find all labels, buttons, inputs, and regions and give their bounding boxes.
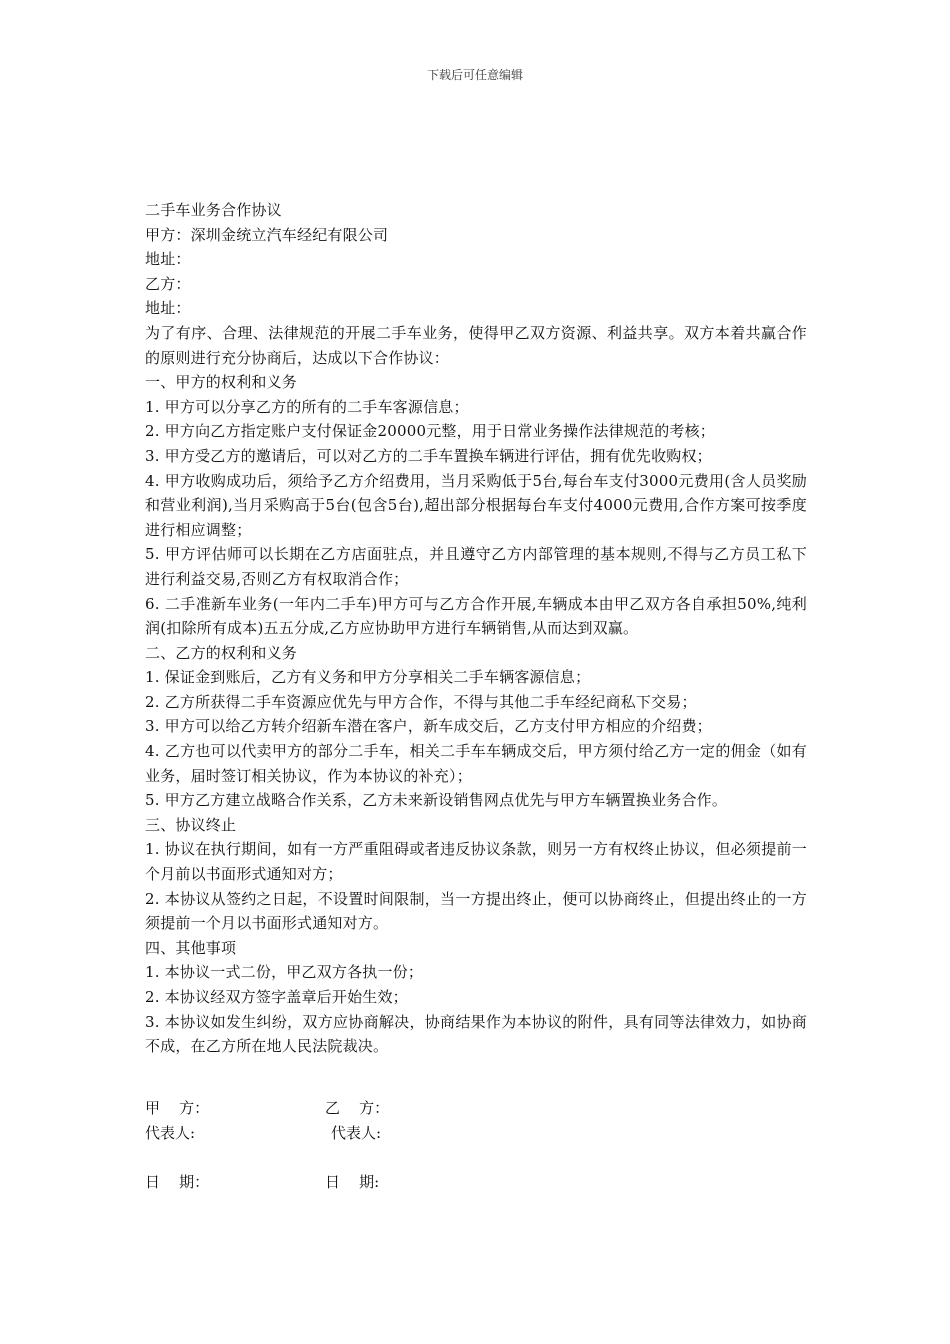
party-b-date-label: 日 期: [325,1173,380,1191]
clause-item: 4. 乙方也可以代卖甲方的部分二手车，相关二手车车辆成交后，甲方须付给乙方一定的佣金（如有业务，届时签订相关协议，作为本协议的补充）； [145,742,807,785]
clause-item: 1. 保证金到账后，乙方有义务和甲方分享相关二手车辆客源信息； [145,668,591,687]
party-b-signature-label: 乙 方： [325,1099,390,1117]
party-b-address: 地址： [145,299,191,318]
party-a-representative-label: 代表人: [145,1124,196,1142]
clause-item: 3. 甲方受乙方的邀请后，可以对乙方的二手车置换车辆进行评估，拥有优先收购权； [145,446,712,465]
party-a-line: 甲方：深圳金统立汽车经纪有限公司 [145,225,389,244]
section-heading: 一、甲方的权利和义务 [145,373,298,392]
section-heading: 二、乙方的权利和义务 [145,643,298,662]
clause-item: 1. 本协议一式二份，甲乙双方各执一份； [145,963,424,982]
page-header-note: 下载后可任意编辑 [426,68,523,82]
clause-item: 5. 甲方乙方建立战略合作关系，乙方未来新设销售网点优先与甲方车辆置换业务合作。 [145,791,728,810]
clause-item: 3. 本协议如发生纠纷，双方应协商解决，协商结果作为本协议的附件，具有同等法律效力，如协商不成，在乙方所在地人民法院裁决。 [145,1012,807,1056]
clause-item: 2. 乙方所获得二手车资源应优先与甲方合作，不得与其他二手车经纪商私下交易； [145,692,697,711]
party-b-representative-label: 代表人: [331,1124,382,1142]
clause-item: 3. 甲方可以给乙方转介绍新车潜在客户，新车成交后，乙方支付甲方相应的介绍费； [145,717,712,736]
party-a-date-label: 日 期： [145,1173,210,1191]
agreement-body [145,198,807,1059]
clause-item: 2. 本协议从签约之日起，不设置时间限制，当一方提出终止，便可以协商终止，但提出终止的一方须提前一个月以书面形式通知对方。 [145,889,807,933]
clause-item: 2. 甲方向乙方指定账户支付保证金20000元整，用于日常业务操作法律规范的考核； [145,422,716,441]
intro-paragraph: 为了有序、合理、法律规范的开展二手车业务，使得甲乙双方资源、利益共享。双方本着共赢合作的原则进行充分协商后，达成以下合作协议： [145,323,807,367]
clause-item: 1. 甲方可以分享乙方的所有的二手车客源信息； [145,397,469,416]
section-heading: 三、协议终止 [145,815,237,834]
party-a-signature-label: 甲 方： [145,1099,210,1117]
clause-item: 2. 本协议经双方签字盖章后开始生效； [145,988,408,1006]
clause-item: 5. 甲方评估师可以长期在乙方店面驻点，并且遵守乙方内部管理的基本规则,不得与乙方员工私下进行利益交易,否则乙方有权取消合作； [145,545,807,588]
party-b-line: 乙方： [145,274,191,293]
section-heading: 四、其他事项 [145,938,237,957]
party-a-address: 地址： [145,250,191,269]
clause-item: 1. 协议在执行期间，如有一方严重阻碍或者违反协议条款，则另一方有权终止协议，但必须提前一个月前以书面形式通知对方； [145,840,807,884]
document-title: 二手车业务合作协议 [145,201,282,219]
clause-item: 6. 二手准新车业务(一年内二手车)甲方可与乙方合作开展,车辆成本由甲乙双方各自承担50%,纯利润(扣除所有成本)五五分成,乙方应协助甲方进行车辆销售,从而达到双赢。 [145,594,807,638]
clause-item: 4. 甲方收购成功后，须给予乙方介绍费用，当月采购低于5台,每台车支付3000元费用(含人员奖励和营业利润),当月采购高于5台(包含5台),超出部分根据每台车支付4000元费用,合作方案可按季度进行相应调整； [145,471,807,539]
